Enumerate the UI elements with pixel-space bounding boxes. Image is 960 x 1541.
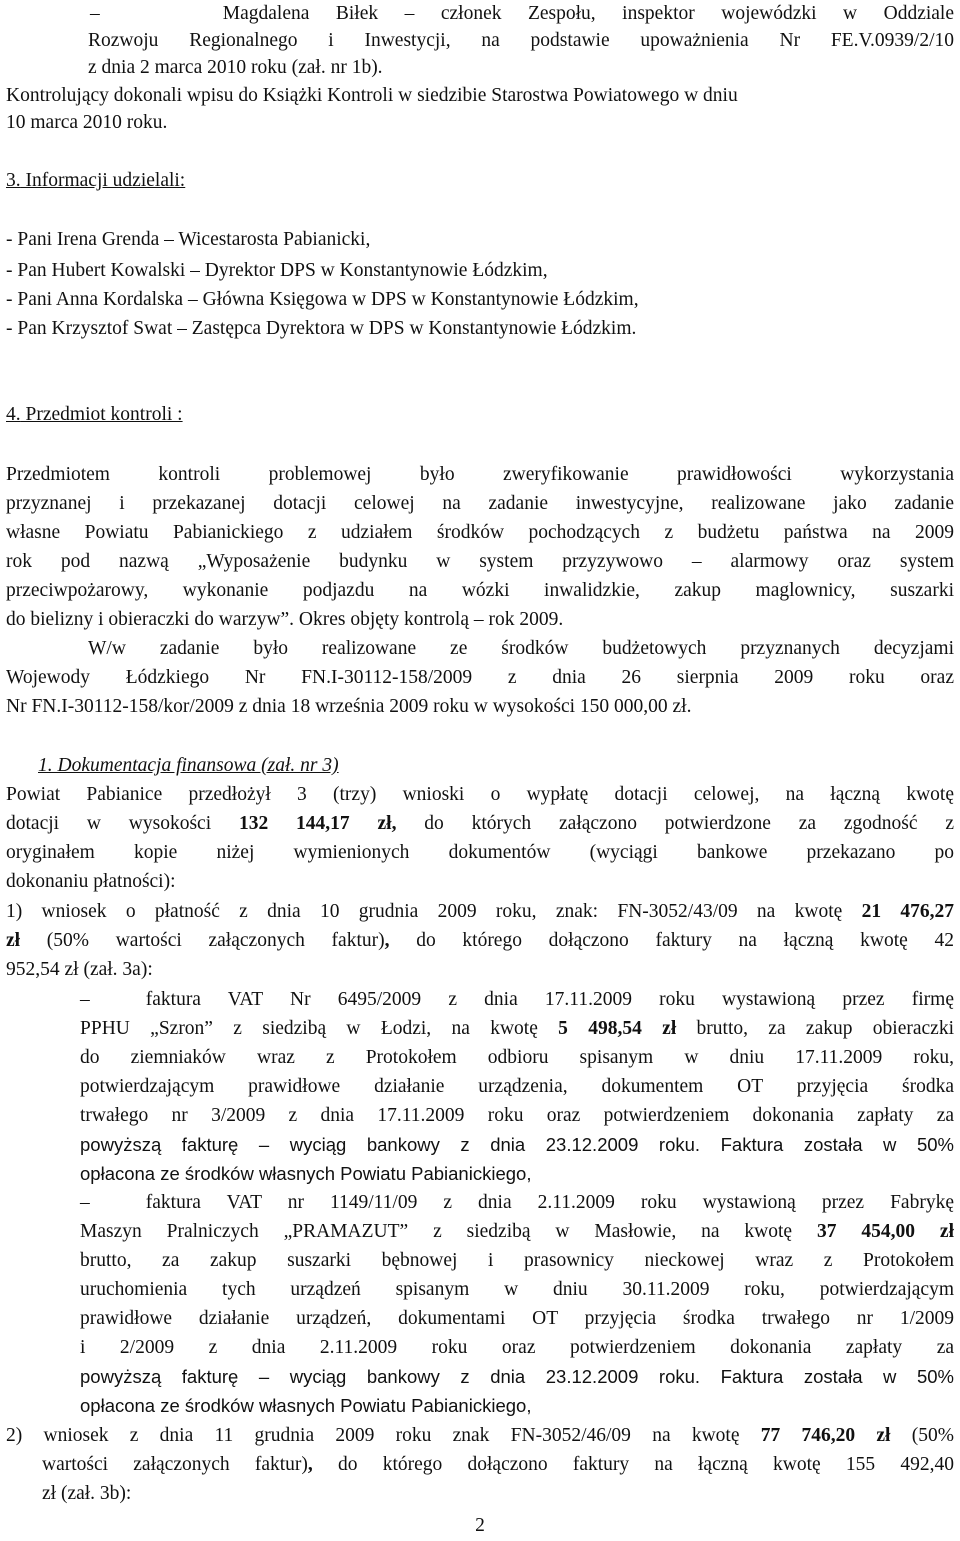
text-line: Przedmiotem kontroli problemowej było zweryfikowanie prawidłowości wykorzystania bbox=[6, 464, 954, 485]
subsection-title: 1. Dokumentacja finansowa (zał. nr 3) bbox=[38, 755, 339, 776]
text-fragment: (50% bbox=[890, 1425, 954, 1446]
text-line: dokonaniu płatności): bbox=[6, 871, 176, 892]
text-line bbox=[6, 810, 954, 839]
text-line bbox=[80, 986, 954, 1015]
text-fragment: dotacji w wysokości bbox=[6, 813, 239, 834]
text-fragment: do którego dołączono faktury na łączną kwotę 155 492,40 bbox=[312, 1454, 954, 1475]
amount-bold: 21 476,27 bbox=[861, 901, 954, 922]
list-item: - Pani Irena Grenda – Wicestarosta Pabianicki, bbox=[6, 229, 371, 250]
amount-bold: 5 498,54 zł bbox=[558, 1018, 677, 1039]
text-line: trwałego nr 3/2009 z dnia 17.11.2009 roku oraz potwierdzeniem dokonania zapłaty za bbox=[80, 1105, 954, 1126]
text-fragment: Magdalena Biłek – członek Zespołu, inspektor wojewódzki w Oddziale bbox=[222, 3, 955, 24]
text-line: W/w zadanie było realizowane ze środków budżetowych przyznanych decyzjami bbox=[88, 638, 954, 659]
amount-bold: 37 454,00 zł bbox=[816, 1221, 954, 1242]
text-fragment: , bbox=[307, 1454, 313, 1475]
text-line: 10 marca 2010 roku. bbox=[6, 112, 168, 133]
text-line: uruchomienia tych urządzeń spisanym w dniu 30.11.2009 roku, potwierdzającym bbox=[80, 1279, 954, 1300]
dash-bullet: – bbox=[80, 989, 90, 1010]
text-line bbox=[6, 898, 954, 927]
text-fragment: (50% wartości załączonych faktur) bbox=[20, 930, 385, 951]
text-line bbox=[42, 1451, 954, 1480]
text-line bbox=[80, 1015, 954, 1044]
text-line: rok pod nazwą „Wyposażenie budynku w system przyzywowo – alarmowy oraz system bbox=[6, 551, 954, 572]
amount-bold: 77 746,20 zł bbox=[760, 1425, 891, 1446]
text-line: oryginałem kopie niżej wymienionych dokumentów (wyciągi bankowe przekazano po bbox=[6, 842, 954, 863]
text-line: powyższą fakturę – wyciąg bankowy z dnia 23.12.2009 roku. Faktura została w 50% bbox=[80, 1134, 954, 1155]
text-line: Powiat Pabianice przedłożył 3 (trzy) wnioski o wypłatę dotacji celowej, na łączną kwotę bbox=[6, 784, 954, 805]
text-line: brutto, za zakup suszarki bębnowej i prasownicy nieckowej wraz z Protokołem bbox=[80, 1250, 954, 1271]
section-title: Informacji udzielali: bbox=[25, 170, 186, 191]
text-line: powyższą fakturę – wyciąg bankowy z dnia 23.12.2009 roku. Faktura została w 50% bbox=[80, 1366, 954, 1387]
text-fragment: do których załączono potwierdzone za zgodność z bbox=[396, 813, 954, 834]
section-heading bbox=[6, 401, 954, 430]
text-line: zł (zał. 3b): bbox=[42, 1483, 132, 1504]
text-line: przyznanej i przekazanej dotacji celowej na zadanie inwestycyjne, realizowane jako zadanie bbox=[6, 493, 954, 514]
dash-bullet: – bbox=[80, 1192, 90, 1213]
text-line: własne Powiatu Pabianickiego z udziałem środków pochodzących z budżetu państwa na 2009 bbox=[6, 522, 954, 543]
text-line: do ziemniaków wraz z Protokołem odbioru spisanym w dniu 17.11.2009 roku, bbox=[80, 1047, 954, 1068]
text-fragment: , bbox=[384, 930, 390, 951]
amount-bold: zł bbox=[6, 930, 21, 951]
text-line: Rozwoju Regionalnego i Inwestycji, na podstawie upoważnienia Nr FE.V.0939/2/10 bbox=[88, 30, 954, 51]
text-line: przeciwpożarowy, wykonanie podjazdu na wózki inwalidzkie, zakup maglownicy, suszarki bbox=[6, 580, 954, 601]
section-number: 3. bbox=[6, 170, 21, 191]
text-line: Wojewody Łódzkiego Nr FN.I-30112-158/2009 z dnia 26 sierpnia 2009 roku oraz bbox=[6, 667, 954, 688]
text-line bbox=[6, 927, 954, 956]
list-item: - Pan Hubert Kowalski – Dyrektor DPS w Konstantynowie Łódzkim, bbox=[6, 260, 548, 281]
text-fragment: PPHU „Szron” z siedzibą w Łodzi, na kwotę bbox=[80, 1018, 559, 1039]
page-number: 2 bbox=[475, 1515, 485, 1536]
text-line: Kontrolujący dokonali wpisu do Książki Kontroli w siedzibie Starostwa Powiatowego w dniu bbox=[6, 85, 738, 106]
section-heading bbox=[6, 167, 954, 196]
text-line: opłacona ze środków własnych Powiatu Pabianickiego, bbox=[80, 1395, 532, 1416]
text-line bbox=[6, 1422, 954, 1451]
text-fragment: faktura VAT Nr 6495/2009 z dnia 17.11.2009 roku wystawioną przez firmę bbox=[145, 989, 954, 1010]
text-line bbox=[80, 1218, 954, 1247]
section-title: Przedmiot kontroli : bbox=[25, 404, 183, 425]
text-fragment: faktura VAT nr 1149/11/09 z dnia 2.11.2009 roku wystawioną przez Fabrykę bbox=[145, 1192, 954, 1213]
list-item: - Pani Anna Kordalska – Główna Księgowa w DPS w Konstantynowie Łódzkim, bbox=[6, 289, 639, 310]
list-item: - Pan Krzysztof Swat – Zastępca Dyrektora w DPS w Konstantynowie Łódzkim. bbox=[6, 318, 637, 339]
text-line: prawidłowe działanie urządzeń, dokumentami OT przyjęcia środka trwałego nr 1/2009 bbox=[80, 1308, 954, 1329]
text-line bbox=[90, 0, 954, 29]
text-fragment: wartości załączonych faktur) bbox=[42, 1454, 308, 1475]
dash-bullet: – bbox=[90, 3, 100, 24]
text-fragment: 1) wniosek o płatność z dnia 10 grudnia 2009 roku, znak: FN-3052/43/09 na kwotę bbox=[6, 901, 862, 922]
text-line: potwierdzającym prawidłowe działanie urządzenia, dokumentem OT przyjęcia środka bbox=[80, 1076, 954, 1097]
text-line: z dnia 2 marca 2010 roku (zał. nr 1b). bbox=[88, 57, 383, 78]
text-line: do bielizny i obieraczki do warzyw”. Okres objęty kontrolą – rok 2009. bbox=[6, 609, 564, 630]
text-fragment: brutto, za zakup obieraczki bbox=[676, 1018, 954, 1039]
text-fragment: 2) wniosek z dnia 11 grudnia 2009 roku znak FN-3052/46/09 na kwotę bbox=[6, 1425, 761, 1446]
amount-bold: 132 144,17 zł, bbox=[238, 813, 397, 834]
text-fragment: Maszyn Pralniczych „PRAMAZUT” z siedzibą w Masłowie, na kwotę bbox=[80, 1221, 817, 1242]
text-line: opłacona ze środków własnych Powiatu Pabianickiego, bbox=[80, 1163, 532, 1184]
section-number: 4. bbox=[6, 404, 21, 425]
text-line: 952,54 zł (zał. 3a): bbox=[6, 959, 153, 980]
text-line: i 2/2009 z dnia 2.11.2009 roku oraz potwierdzeniem dokonania zapłaty za bbox=[80, 1337, 954, 1358]
text-line bbox=[80, 1189, 954, 1218]
text-line: Nr FN.I-30112-158/kor/2009 z dnia 18 września 2009 roku w wysokości 150 000,00 zł. bbox=[6, 696, 692, 717]
text-fragment: do którego dołączono faktury na łączną kwotę 42 bbox=[389, 930, 954, 951]
